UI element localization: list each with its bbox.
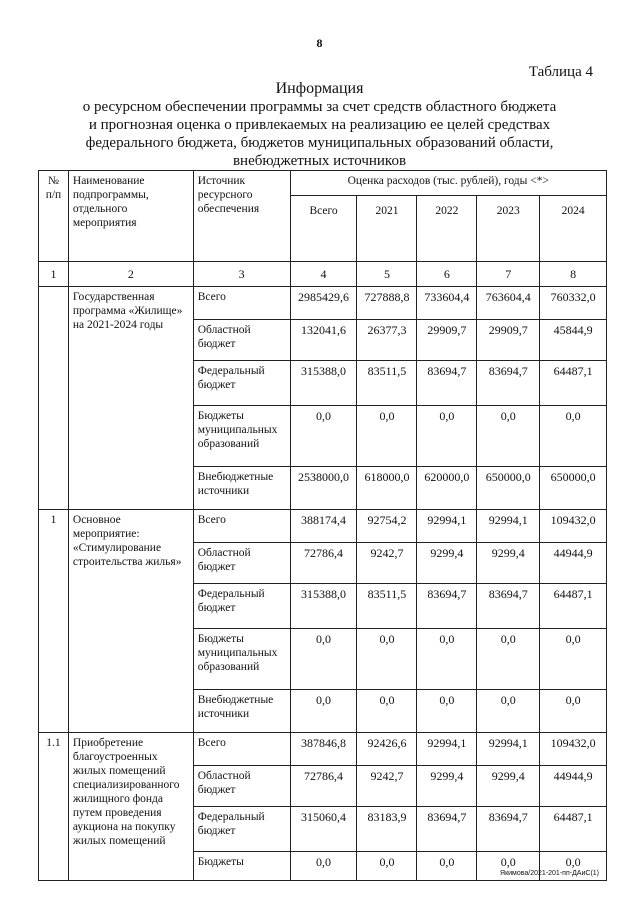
table-label: Таблица 4 <box>528 64 593 80</box>
funding-source: Областной бюджет <box>193 543 290 584</box>
table-row <box>39 733 607 766</box>
funding-source: Внебюджетные источники <box>193 467 290 510</box>
value-year: 83694,7 <box>417 584 477 629</box>
value-year: 92994,1 <box>417 510 477 543</box>
value-total: 0,0 <box>290 629 357 690</box>
value-year: 0,0 <box>357 406 417 467</box>
value-year: 92994,1 <box>477 733 540 766</box>
value-year: 0,0 <box>417 690 477 733</box>
value-year: 92754,2 <box>357 510 417 543</box>
title-heading: Информация <box>275 80 364 97</box>
value-year: 733604,4 <box>417 287 477 320</box>
value-year: 0,0 <box>417 406 477 467</box>
value-year: 0,0 <box>357 690 417 733</box>
funding-source: Федеральный бюджет <box>193 584 290 629</box>
column-index-row <box>39 262 607 287</box>
value-year: 83694,7 <box>477 807 540 852</box>
value-year: 83694,7 <box>477 584 540 629</box>
value-total: 0,0 <box>290 690 357 733</box>
column-index: 5 <box>357 262 417 287</box>
title-line: федерального бюджета, бюджетов муниципальных образований области, <box>85 135 554 151</box>
value-year: 0,0 <box>540 406 607 467</box>
value-year: 0,0 <box>540 629 607 690</box>
value-year: 64487,1 <box>540 361 607 406</box>
column-index: 1 <box>39 262 69 287</box>
header-year: 2024 <box>540 196 607 262</box>
value-year: 0,0 <box>417 852 477 881</box>
value-year: 64487,1 <box>540 807 607 852</box>
value-year: 83511,5 <box>357 361 417 406</box>
value-year: 83694,7 <box>417 361 477 406</box>
value-year: 760332,0 <box>540 287 607 320</box>
value-year: 0,0 <box>477 852 540 881</box>
value-year: 9299,4 <box>417 543 477 584</box>
header-name: Наименование подпрограммы, отдельного мероприятия <box>68 171 193 262</box>
value-year: 92994,1 <box>417 733 477 766</box>
value-total: 0,0 <box>290 852 357 881</box>
column-index: 8 <box>540 262 607 287</box>
value-total: 0,0 <box>290 406 357 467</box>
value-year: 9299,4 <box>417 766 477 807</box>
header-year: 2021 <box>357 196 417 262</box>
value-year: 0,0 <box>477 690 540 733</box>
header-year: 2023 <box>477 196 540 262</box>
header-num: № п/п <box>39 171 69 262</box>
value-year: 9299,4 <box>477 543 540 584</box>
value-year: 763604,4 <box>477 287 540 320</box>
page-number: 8 <box>316 36 323 50</box>
value-year: 620000,0 <box>417 467 477 510</box>
document-title <box>0 80 639 170</box>
column-index: 3 <box>193 262 290 287</box>
funding-source: Областной бюджет <box>193 766 290 807</box>
value-year: 83183,9 <box>357 807 417 852</box>
funding-source: Бюджеты <box>193 852 290 881</box>
value-total: 315060,4 <box>290 807 357 852</box>
value-year: 727888,8 <box>357 287 417 320</box>
value-year: 44944,9 <box>540 543 607 584</box>
title-line: внебюджетных источников <box>232 153 407 169</box>
funding-source: Всего <box>193 287 290 320</box>
value-year: 0,0 <box>357 852 417 881</box>
table-row <box>39 287 607 320</box>
value-total: 2985429,6 <box>290 287 357 320</box>
value-total: 315388,0 <box>290 584 357 629</box>
value-year: 83694,7 <box>477 361 540 406</box>
value-year: 0,0 <box>357 629 417 690</box>
value-year: 92994,1 <box>477 510 540 543</box>
header-row <box>39 171 607 196</box>
value-total: 72786,4 <box>290 543 357 584</box>
value-year: 45844,9 <box>540 320 607 361</box>
funding-source: Бюджеты муниципальных образований <box>193 629 290 690</box>
table-row <box>39 510 607 543</box>
funding-source: Федеральный бюджет <box>193 361 290 406</box>
row-number: 1.1 <box>39 733 69 881</box>
value-year: 83694,7 <box>417 807 477 852</box>
value-year: 64487,1 <box>540 584 607 629</box>
footer-doc-id: Якимова/2021-201-пп-ДАиС(1) <box>500 870 599 877</box>
row-number <box>39 287 69 510</box>
value-year: 9242,7 <box>357 766 417 807</box>
value-total: 388174,4 <box>290 510 357 543</box>
funding-source: Внебюджетные источники <box>193 690 290 733</box>
value-year: 0,0 <box>540 852 607 881</box>
activity-name: Приобретение благоустроенных жилых помещений специализированного жилищного фонда путем проведения аукциона на покупку жилых помещений <box>68 733 193 881</box>
row-number: 1 <box>39 510 69 733</box>
value-year: 650000,0 <box>477 467 540 510</box>
value-year: 109432,0 <box>540 733 607 766</box>
header-estimate: Оценка расходов (тыс. рублей), годы <*> <box>290 171 606 196</box>
value-year: 92426,6 <box>357 733 417 766</box>
activity-name: Государственная программа «Жилище» на 2021-2024 годы <box>68 287 193 510</box>
funding-source: Федеральный бюджет <box>193 807 290 852</box>
value-year: 618000,0 <box>357 467 417 510</box>
funding-source: Бюджеты муниципальных образований <box>193 406 290 467</box>
funding-source: Всего <box>193 510 290 543</box>
header-total: Всего <box>290 196 357 262</box>
funding-source: Областной бюджет <box>193 320 290 361</box>
value-year: 0,0 <box>417 629 477 690</box>
value-total: 72786,4 <box>290 766 357 807</box>
value-total: 132041,6 <box>290 320 357 361</box>
value-total: 315388,0 <box>290 361 357 406</box>
value-year: 0,0 <box>477 406 540 467</box>
header-year: 2022 <box>417 196 477 262</box>
value-year: 109432,0 <box>540 510 607 543</box>
value-year: 0,0 <box>540 690 607 733</box>
activity-name: Основное мероприятие: «Стимулирование строительства жилья» <box>68 510 193 733</box>
value-year: 0,0 <box>477 629 540 690</box>
title-line: и прогнозная оценка о привлекаемых на реализацию ее целей средствах <box>88 117 551 133</box>
value-year: 29909,7 <box>417 320 477 361</box>
funding-source: Всего <box>193 733 290 766</box>
value-year: 26377,3 <box>357 320 417 361</box>
value-year: 650000,0 <box>540 467 607 510</box>
value-year: 44944,9 <box>540 766 607 807</box>
value-year: 9242,7 <box>357 543 417 584</box>
value-year: 83511,5 <box>357 584 417 629</box>
column-index: 2 <box>68 262 193 287</box>
column-index: 4 <box>290 262 357 287</box>
column-index: 7 <box>477 262 540 287</box>
value-total: 2538000,0 <box>290 467 357 510</box>
value-year: 29909,7 <box>477 320 540 361</box>
value-total: 387846,8 <box>290 733 357 766</box>
resource-table <box>38 170 607 881</box>
column-index: 6 <box>417 262 477 287</box>
header-source: Источник ресурсного обеспечения <box>193 171 290 262</box>
value-year: 9299,4 <box>477 766 540 807</box>
title-line: о ресурсном обеспечении программы за счет средств областного бюджета <box>82 99 557 115</box>
